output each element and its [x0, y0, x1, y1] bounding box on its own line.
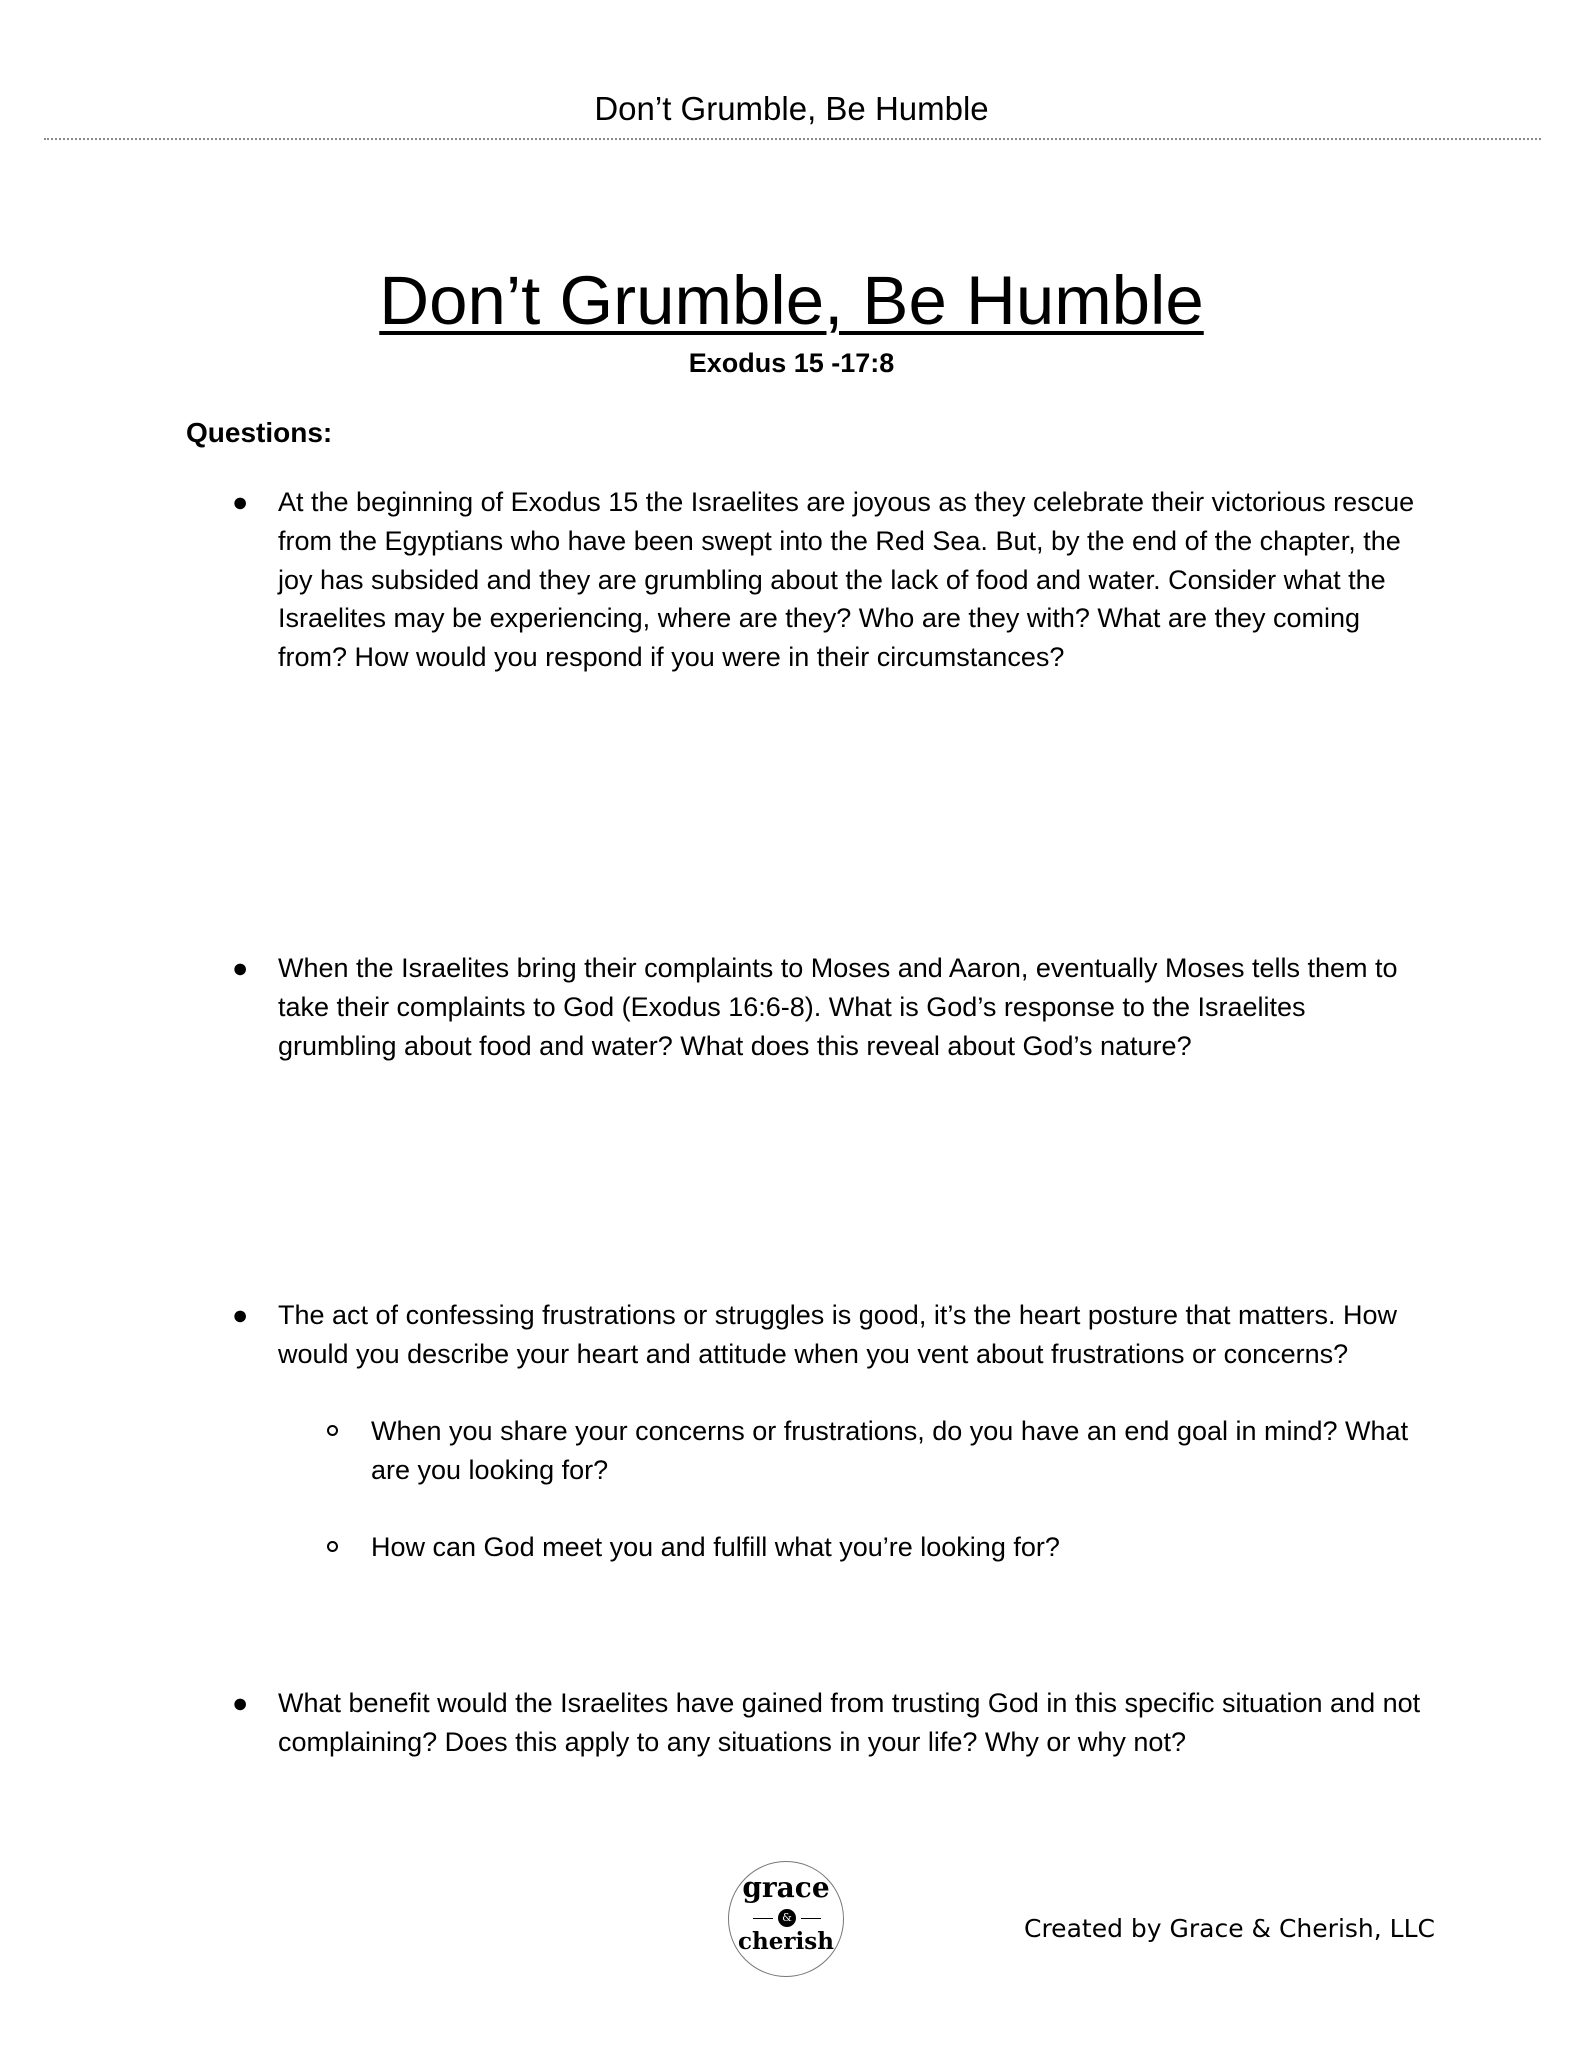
sub-question-text: When you share your concerns or frustrations, do you have an end goal in mind? What are you looking for? — [371, 1416, 1409, 1485]
logo-word-cherish: cherish — [738, 1928, 834, 1955]
question-item — [232, 949, 1428, 1065]
hollow-bullet-icon — [327, 1541, 338, 1552]
questions-heading: Questions: — [186, 417, 333, 448]
question-text: The act of confessing frustrations or struggles is good, it’s the heart posture that matters. How would you describe your heart and attitude when you vent about frustrations or concerns? — [278, 1300, 1398, 1369]
grace-cherish-logo — [728, 1861, 844, 1977]
bullet-icon: ● — [232, 953, 249, 983]
sub-question-item — [371, 1412, 1431, 1490]
question-item — [232, 1296, 1428, 1374]
ampersand-icon: & — [778, 1909, 796, 1927]
question-text: What benefit would the Israelites have gained from trusting God in this specific situation and not complaining? Does this apply to any situations in your life? Why or why not? — [278, 1688, 1421, 1757]
credit-line: Created by Grace & Cherish, LLC — [1024, 1914, 1435, 1943]
header-divider — [44, 138, 1541, 140]
scripture-reference: Exodus 15 -17:8 — [688, 348, 895, 378]
logo-word-grace: grace — [742, 1871, 830, 1904]
bullet-icon: ● — [232, 487, 249, 517]
bullet-icon: ● — [232, 1688, 249, 1718]
sub-question-item — [371, 1528, 1431, 1567]
hollow-bullet-icon — [327, 1425, 338, 1436]
sub-question-text: How can God meet you and fulfill what you’re looking for? — [371, 1532, 1060, 1562]
question-item — [232, 483, 1428, 677]
question-text: At the beginning of Exodus 15 the Israelites are joyous as they celebrate their victorious rescue from the Egyptians who have been swept into the Red Sea. But, by the end of the chapter, the joy has subsided and they are grumbling about the lack of food and water. Consider what the Israelites may be experiencing, where are they? Who are they with? What are they coming from? How would you respond if you were in their circumstances? — [278, 487, 1415, 673]
bullet-icon: ● — [232, 1300, 249, 1330]
running-header: Don’t Grumble, Be Humble — [594, 90, 989, 127]
question-item — [232, 1684, 1428, 1762]
page-title: Don’t Grumble, Be Humble — [379, 262, 1204, 339]
question-text: When the Israelites bring their complaints to Moses and Aaron, eventually Moses tells them to take their complaints to God (Exodus 16:6-8). What is God’s response to the Israelites grumbling about food and water? What does this reveal about God’s nature? — [278, 953, 1398, 1061]
